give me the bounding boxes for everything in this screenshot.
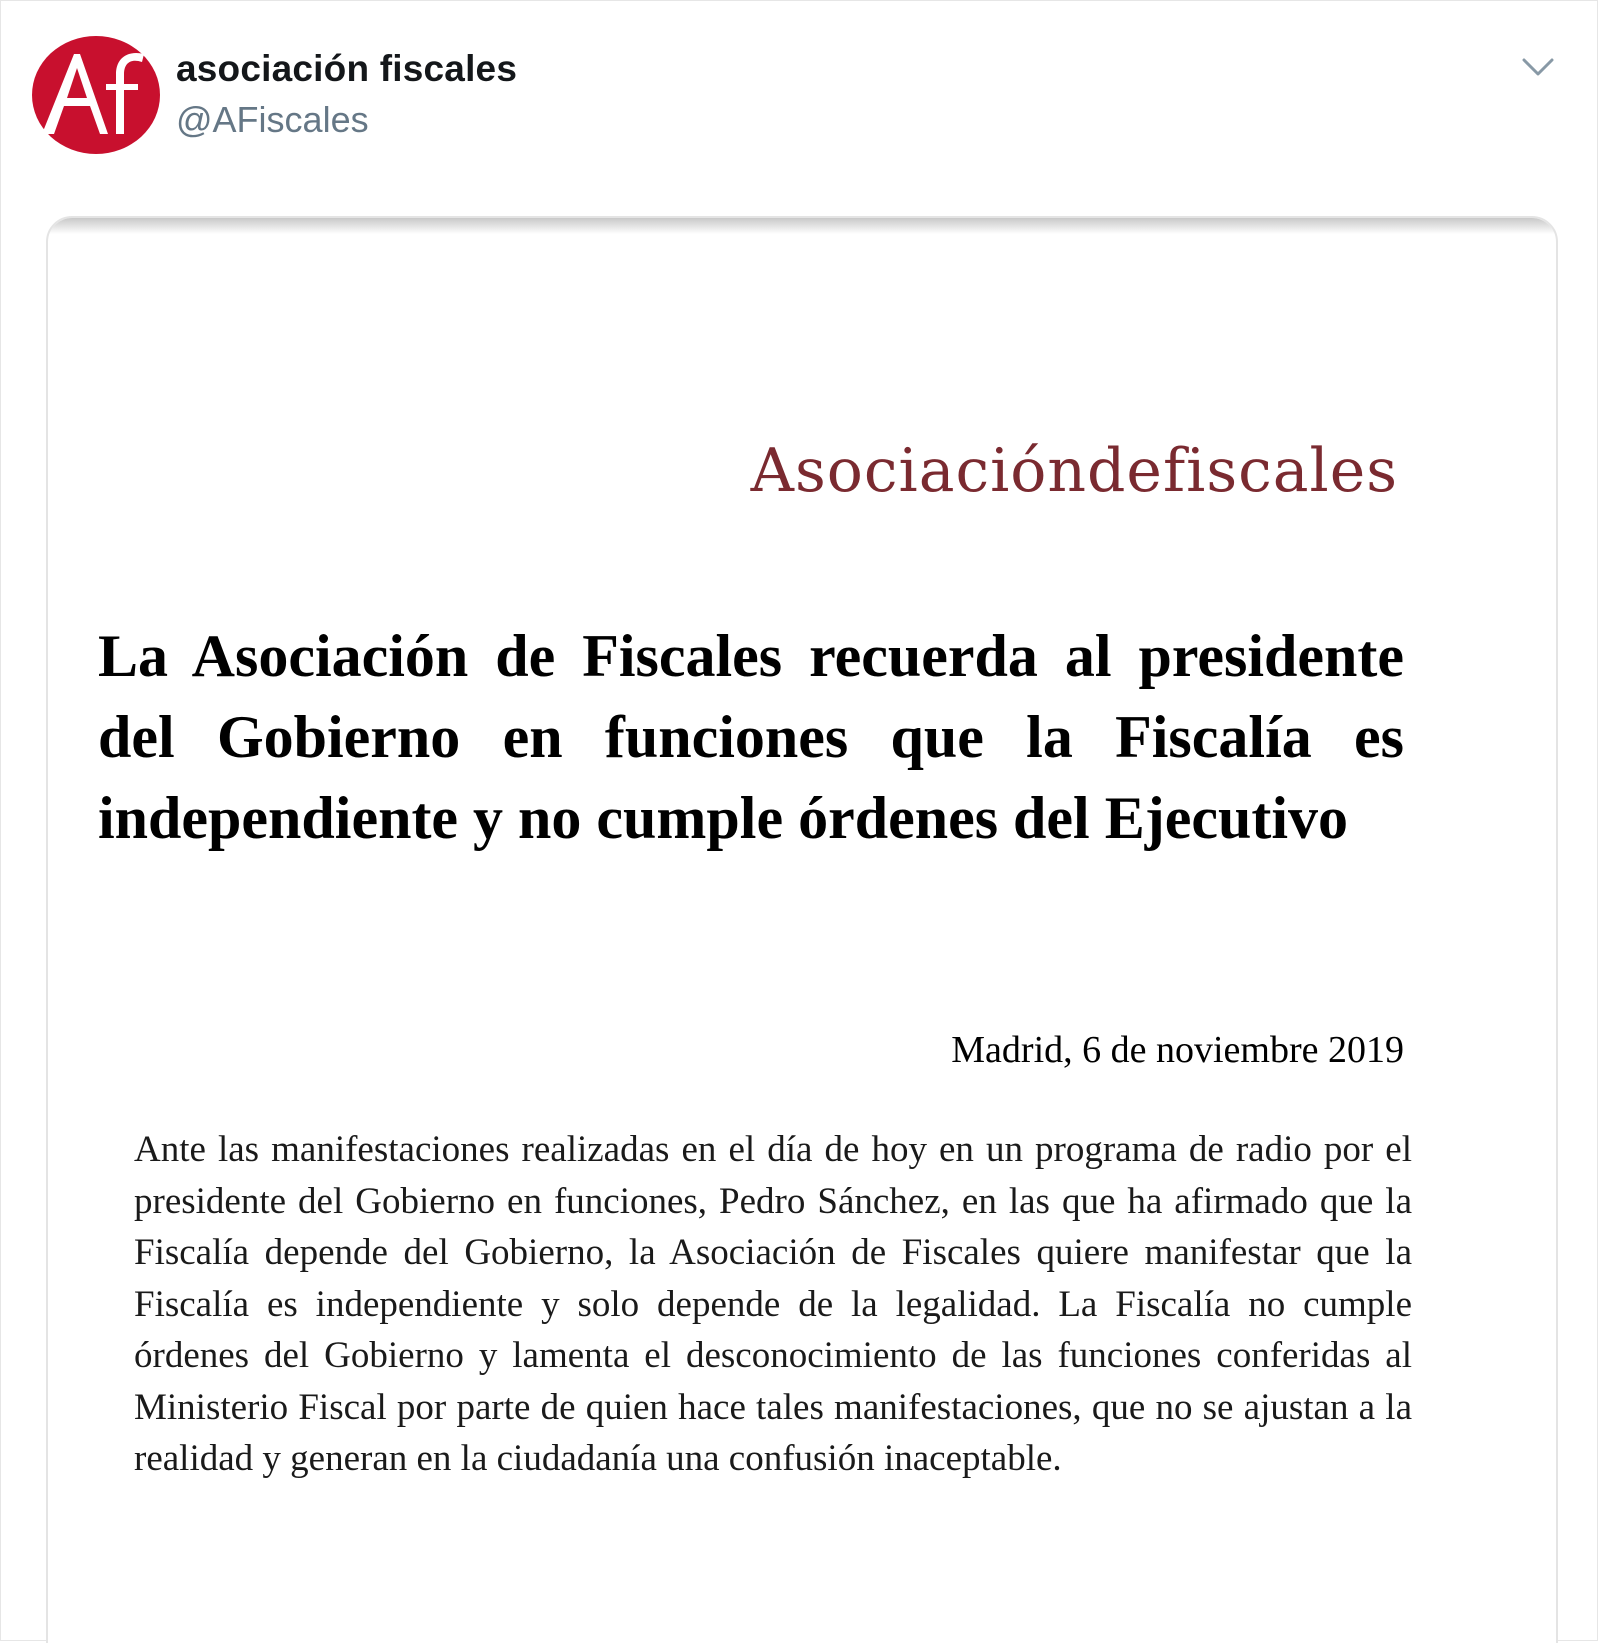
document-body: Ante las manifestaciones realizadas en el día de hoy en un programa de radio por el presidente del Gobierno en funciones, Pedro Sánchez, en las que ha afirmado que la Fiscalía depende del Gobierno, la Asociación de Fiscales quiere manifestar que la Fiscalía es independiente y solo depende de la legalidad. La Fiscalía no cumple órdenes del Gobierno y lamenta el desconocimiento de las funciones conferidas al Ministerio Fiscal por parte de quien hace tales manifestaciones, que no se ajustan a la realidad y generan en la ciudadanía una confusión inaceptable. — [134, 1129, 1412, 1479]
chevron-down-icon[interactable] — [1520, 52, 1556, 80]
attached-image[interactable] — [46, 216, 1558, 1643]
document-date: Madrid, 6 de noviembre 2019 — [951, 1029, 1404, 1071]
document-title: La Asociación de Fiscales recuerda al presidente del Gobierno en funciones que la Fiscalía es independiente y no cumple órdenes del Ejecutivo — [98, 623, 1404, 851]
user-handle[interactable]: @AFiscales — [176, 99, 369, 140]
af-logo-icon — [30, 34, 162, 156]
display-name[interactable]: asociación fiscales — [176, 48, 518, 89]
avatar[interactable] — [30, 34, 162, 156]
document-logo: Asociacióndefiscales — [750, 436, 1398, 506]
